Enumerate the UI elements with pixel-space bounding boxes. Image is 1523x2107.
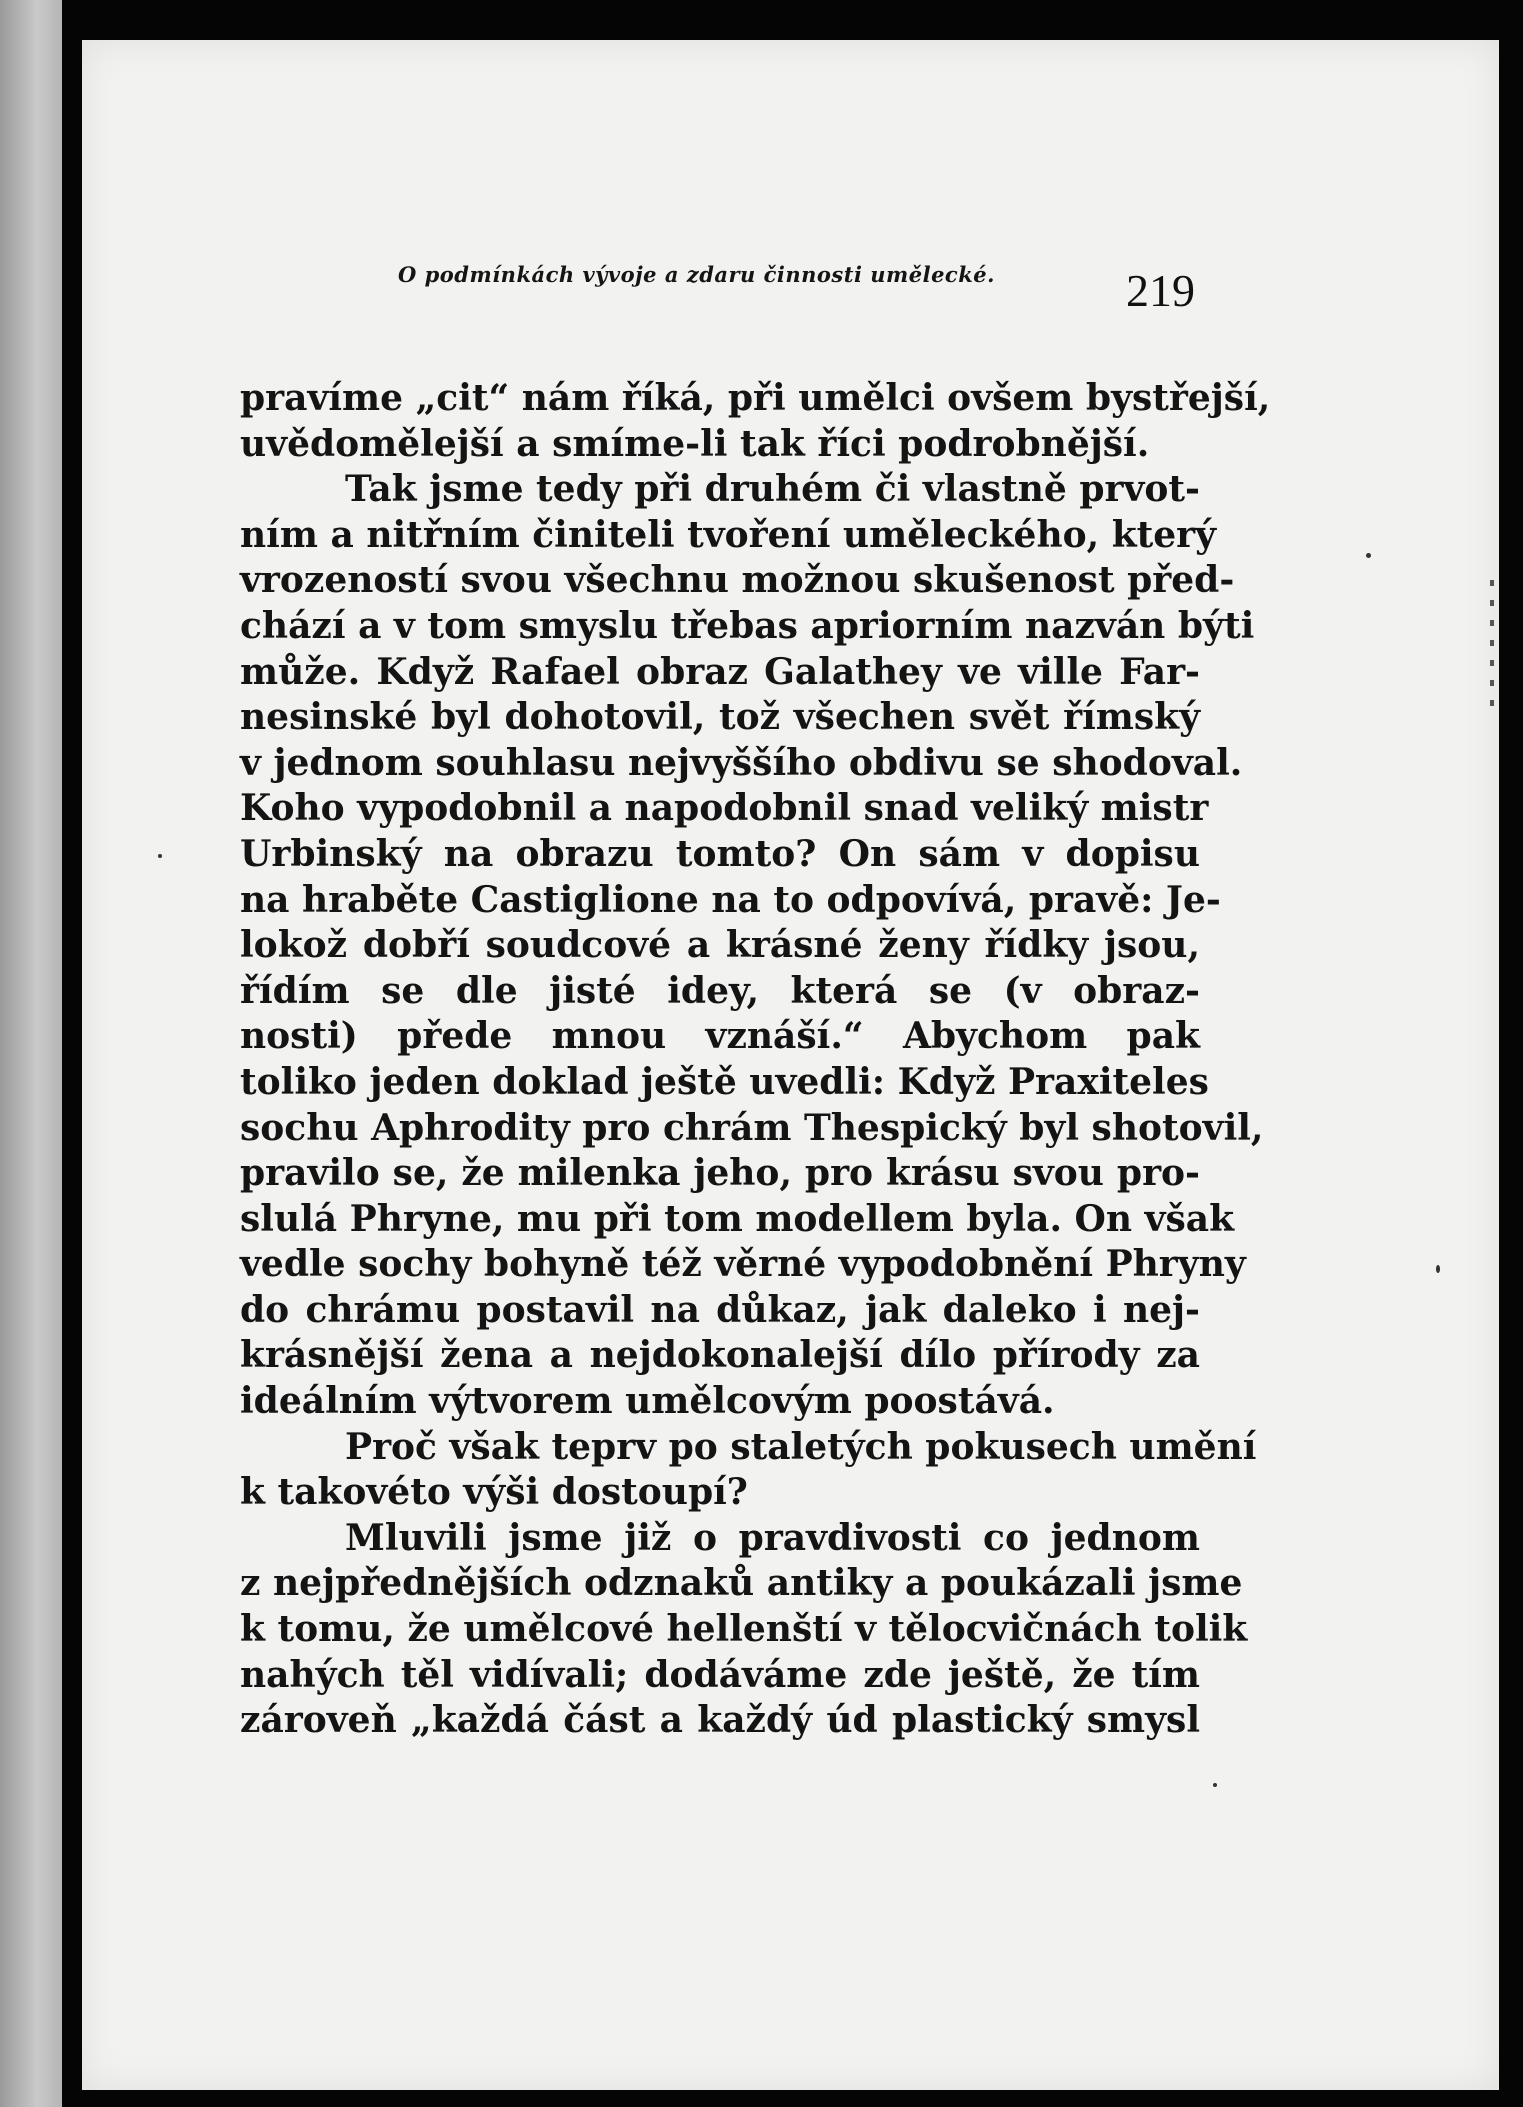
text-line: zároveň „každá část a každý úd plastický smysl: [240, 1699, 1200, 1742]
text-line: může. Když Rafael obraz Galathey ve ville Far-: [240, 650, 1200, 693]
text-line: ním a nitřním činiteli tvoření uměleckého, který: [240, 513, 1217, 556]
text-line: Mluvili jsme již o pravdivosti co jednom: [345, 1516, 1200, 1559]
text-line: uvědomělejší a smíme-li tak říci podrobnější.: [240, 422, 1150, 465]
text-line: nesinské byl dohotovil, tož všechen svět římský: [240, 696, 1200, 739]
page-edge-marks: [1490, 580, 1494, 720]
text-line: Tak jsme tedy při druhém či vlastně prvot-: [345, 468, 1200, 511]
text-line: na hraběte Castiglione na to odpovívá, pravě: Je-: [240, 878, 1221, 921]
text-line: Koho vypodobnil a napodobnil snad veliký mistr: [240, 787, 1209, 830]
dust-speck: [1213, 1783, 1217, 1787]
text-line: k takovéto výši dostoupí?: [240, 1471, 748, 1514]
text-line: pravíme „cit“ nám říká, při umělci ovšem bystřejší,: [240, 377, 1271, 419]
text-line: do chrámu postavil na důkaz, jak daleko i nej-: [240, 1288, 1200, 1331]
dust-speck: [158, 854, 162, 858]
body-text: [240, 376, 1271, 1744]
dust-speck: [1366, 553, 1371, 558]
page-number: 219: [1126, 265, 1195, 316]
text-line: slulá Phryne, mu při tom modellem byla. On však: [240, 1197, 1235, 1240]
text-line: nosti) přede mnou vznáší.“ Abychom pak: [240, 1015, 1200, 1058]
text-line: lokož dobří soudcové a krásné ženy řídky jsou,: [240, 924, 1200, 967]
text-line: sochu Aphrodity pro chrám Thespický byl shotovil,: [240, 1106, 1264, 1149]
text-line: nahých těl vidívali; dodáváme zde ještě, že tím: [240, 1653, 1200, 1696]
text-line: řídím se dle jisté idey, která se (v obraz-: [240, 969, 1200, 1012]
text-line: chází a v tom smyslu třebas apriorním nazván býti: [240, 604, 1255, 647]
text-line: vedle sochy bohyně též věrné vypodobnění Phryny: [240, 1243, 1246, 1286]
text-line: krásnější žena a nejdokonalejší dílo přírody za: [240, 1334, 1200, 1377]
text-line: k tomu, že umělcové hellenští v tělocvičnách tolik: [240, 1608, 1248, 1651]
text-line: z nejpřednějších odznaků antiky a poukázali jsme: [240, 1562, 1243, 1605]
text-line: pravilo se, že milenka jeho, pro krásu svou pro-: [240, 1152, 1200, 1195]
text-line: vrozeností svou všechnu možnou skušenost před-: [240, 559, 1235, 602]
dust-speck: [1436, 1265, 1440, 1273]
text-line: Proč však teprv po staletých pokusech umění: [345, 1425, 1257, 1468]
text-line: toliko jeden doklad ještě uvedli: Když Praxiteles: [240, 1060, 1209, 1103]
text-line: Urbinský na obrazu tomto? On sám v dopisu: [240, 832, 1200, 875]
text-line: v jednom souhlasu nejvyššího obdivu se shodoval.: [240, 741, 1243, 784]
text-line: ideálním výtvorem umělcovým poostává.: [240, 1380, 1055, 1423]
previous-page-edge: [0, 0, 62, 2107]
running-title: O podmínkách vývoje a zdaru činnosti umělecké.: [398, 262, 995, 287]
